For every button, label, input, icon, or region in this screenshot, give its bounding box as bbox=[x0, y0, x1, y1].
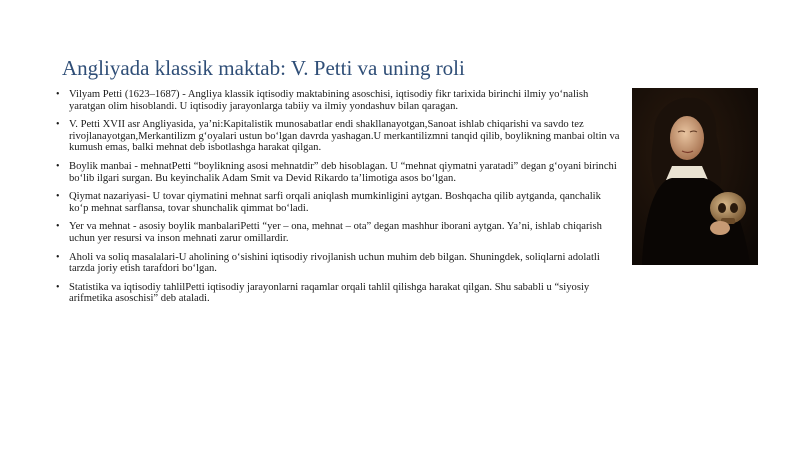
bullet-text: Statistika va iqtisodiy tahlilPetti iqtisodiy jarayonlarni raqamlar orqali tahlil qilishga harakat qilgan. Shu sababli u “siyosiy arifmetika asoschisi” deb ataladi. bbox=[69, 281, 590, 305]
bullet-item bbox=[56, 119, 622, 154]
bullet-dot: • bbox=[56, 89, 60, 100]
bullet-dot: • bbox=[56, 160, 60, 172]
bullet-list bbox=[56, 89, 622, 312]
bullet-item bbox=[56, 161, 622, 184]
bullet-item bbox=[56, 191, 622, 214]
portrait-painting bbox=[632, 88, 758, 265]
bullet-text: Vilyam Petti (1623–1687) - Angliya klassik iqtisodiy maktabining asoschisi, iqtisodiy fikr tarixida birinchi ilmiy yo‘nalish yaratgan olim hisoblandi. U iqtisodiy jarayonlarga tabiiy va ilmiy yondashuv bilan qaragan. bbox=[69, 89, 589, 112]
bullet-text: Aholi va soliq masalalari-U aholining o‘sishini iqtisodiy rivojlanish uchun muhim deb bilgan. Shuningdek, soliqlarni adolatli tarzda joriy etish tarafdori bo‘lgan. bbox=[69, 251, 600, 275]
bullet-text: Qiymat nazariyasi- U tovar qiymatini mehnat sarfi orqali aniqlash mumkinligini aytgan. Boshqacha qilib aytganda, qanchalik ko‘p mehnat sarflansa, tovar shunchalik qimmat bo‘ladi. bbox=[69, 191, 601, 214]
bullet-item bbox=[56, 221, 622, 244]
slide-title: Angliyada klassik maktab: V. Petti va uning roli bbox=[62, 56, 465, 80]
bullet-dot: • bbox=[56, 119, 60, 131]
bullet-dot: • bbox=[56, 281, 60, 293]
bullet-dot: • bbox=[56, 191, 60, 203]
bullet-item bbox=[56, 282, 622, 305]
bullet-dot: • bbox=[56, 221, 60, 233]
bullet-item bbox=[56, 89, 622, 112]
bullet-text: Boylik manbai - mehnatPetti “boylikning asosi mehnatdir” deb hisoblagan. U “mehnat qiymatni yaratadi” degan g‘oyani birinchi bo‘lib ilgari surgan. Bu keyinchalik Adam Smit va Devid Rikardo ta’limotiga asos bo‘lgan. bbox=[69, 160, 617, 184]
bullet-dot: • bbox=[56, 251, 60, 263]
bullet-text: V. Petti XVII asr Angliyasida, ya’ni:Kapitalistik munosabatlar endi shakllanayotgan,Sanoat ishlab chiqarishi va savdo tez rivojlanayotgan,Merkantilizm g‘oyalari ustun bo‘lgan davrda yashagan.U merkantilizmni tanqid qilib, boylikning manbai oltin va kumush emas, balki mehnat deb isbotlashga harakat qilgan. bbox=[69, 119, 620, 154]
portrait-image bbox=[632, 88, 758, 265]
bullet-text: Yer va mehnat - asosiy boylik manbalariPetti “yer – ona, mehnat – ota” degan mashhur iborani aytgan. Ya’ni, ishlab chiqarish uchun yer resursi va inson mehnati zarur omillardir. bbox=[69, 221, 602, 244]
bullet-item bbox=[56, 252, 622, 275]
